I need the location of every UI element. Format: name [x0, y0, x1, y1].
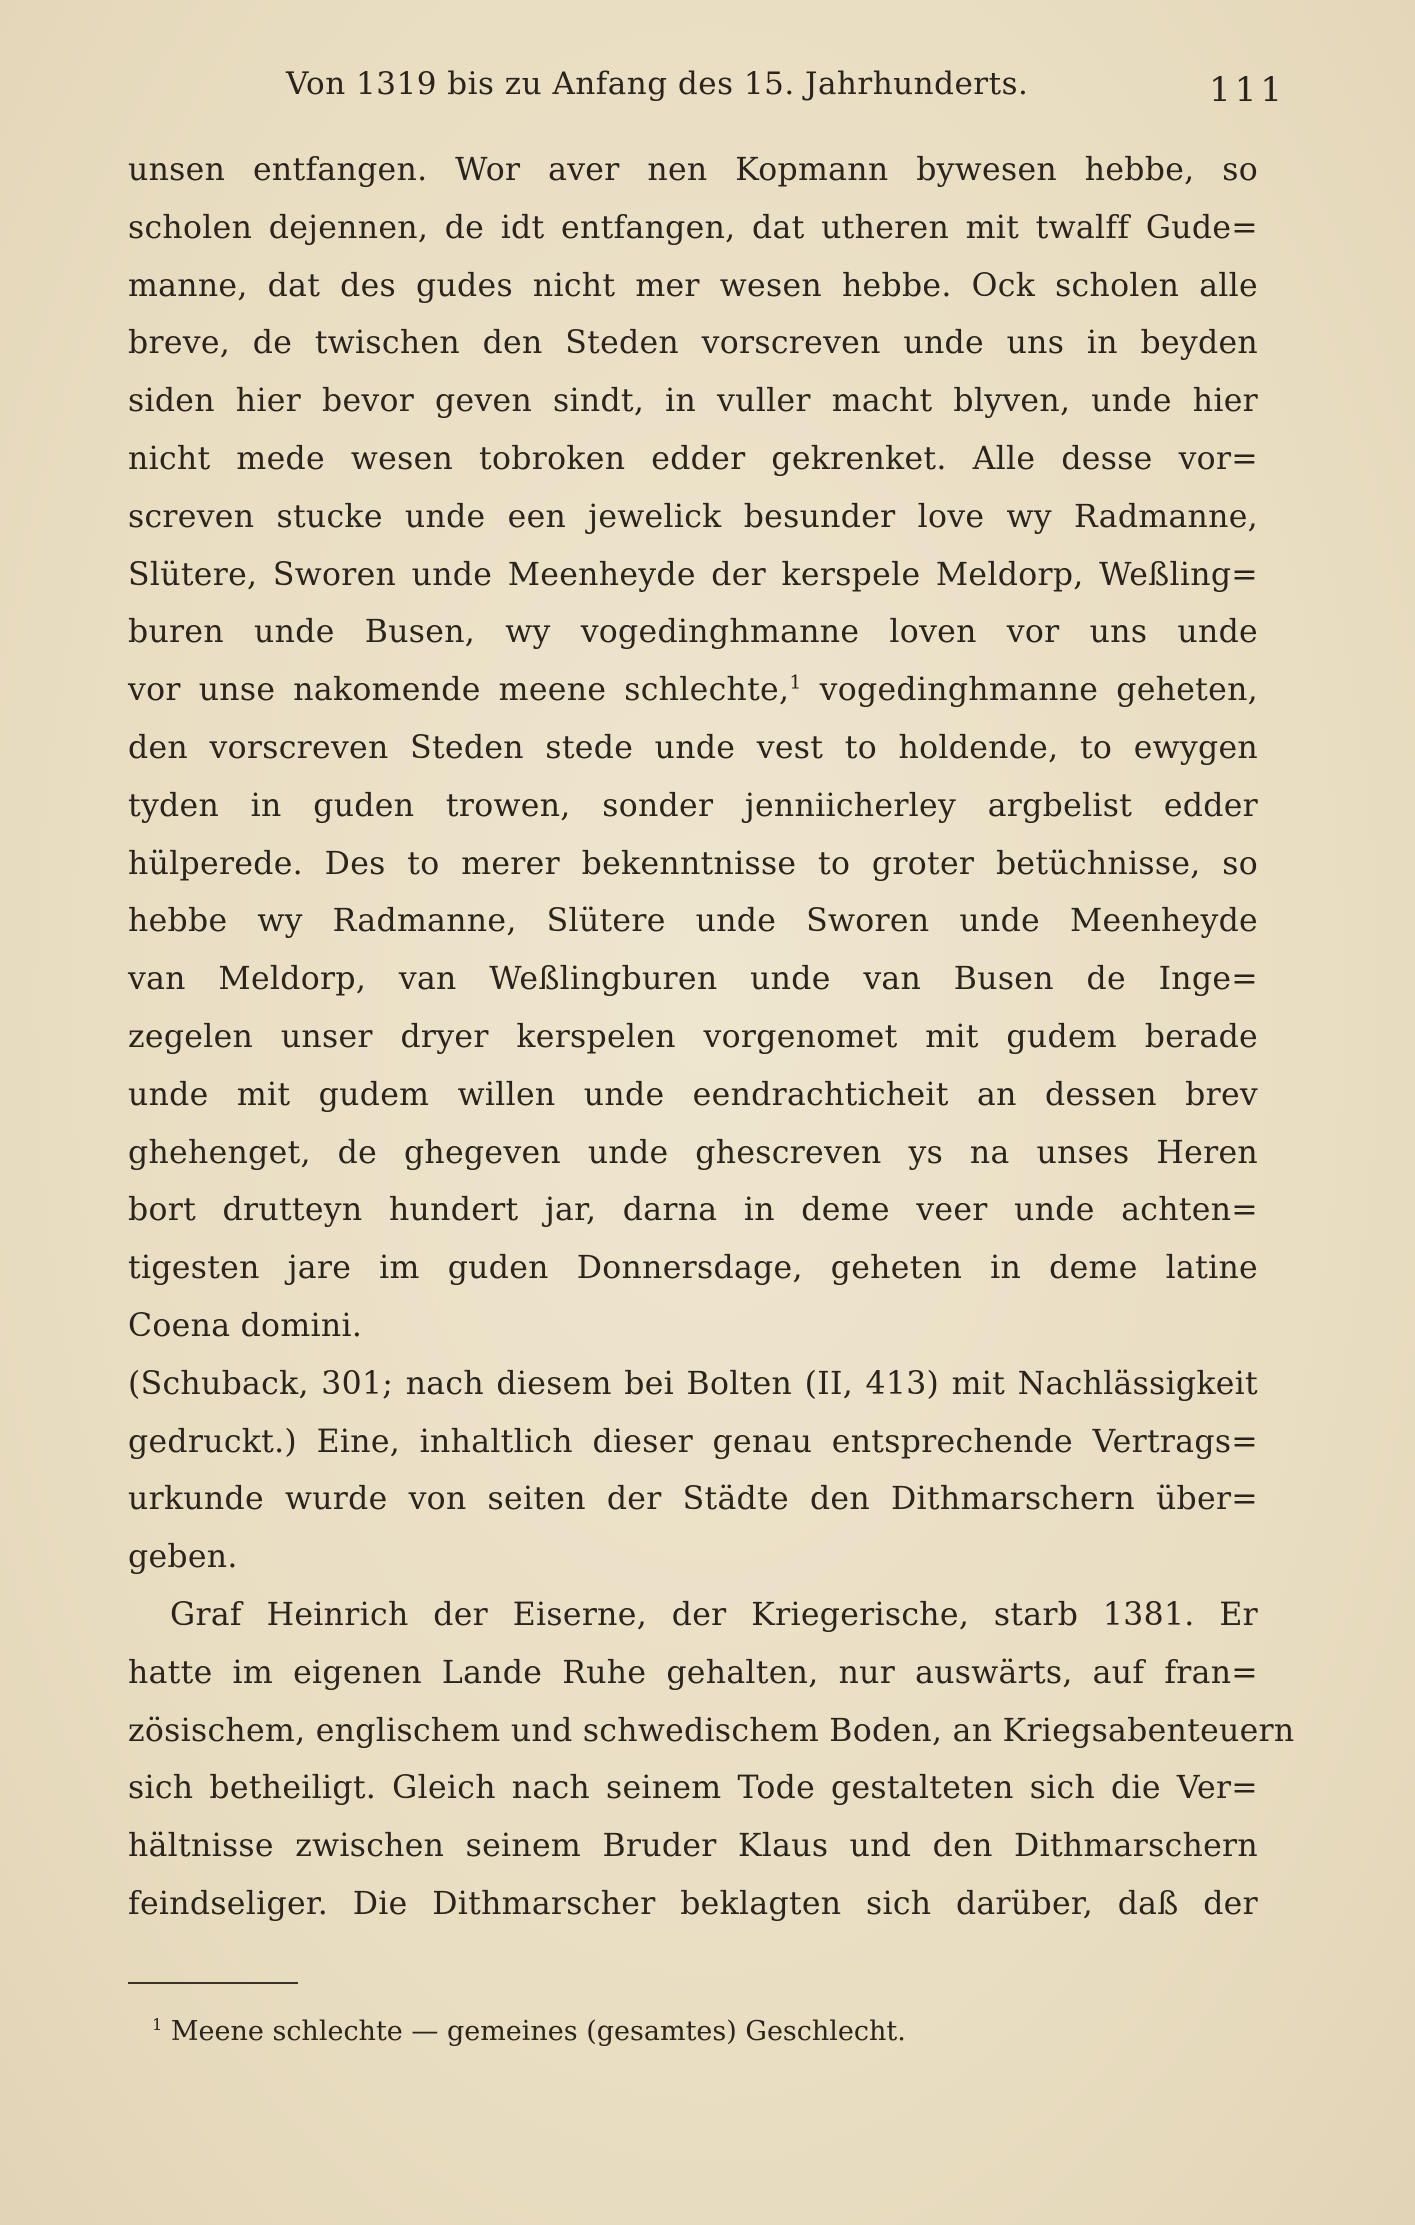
footnote-divider: [128, 1982, 298, 1984]
text-line: gedruckt.) Eine, inhaltlich dieser genau entsprechende Vertrags=: [128, 1423, 1258, 1460]
text-line: geben.: [128, 1539, 238, 1576]
text-line-with-footnote: [128, 662, 1258, 720]
page-header: [286, 66, 1286, 114]
text-line: Slütere, Sworen unde Meenheyde der kerspele Meldorp, Weßling=: [128, 556, 1258, 593]
text-line: unsen entfangen. Wor aver nen Kopmann bywesen hebbe, so: [128, 152, 1258, 188]
text-line: Coena domini.: [128, 1307, 363, 1344]
running-title: Von 1319 bis zu Anfang des 15. Jahrhunderts.: [286, 66, 1029, 102]
text-line: urkunde wurde von seiten der Städte den Dithmarschern über=: [128, 1481, 1258, 1518]
footnote-text: Meene schlechte — gemeines (gesamtes) Geschlecht.: [170, 2016, 906, 2047]
text-line: feindseliger. Die Dithmarscher beklagten sich darüber, daß der: [128, 1885, 1258, 1922]
text-line: sich betheiligt. Gleich nach seinem Tode gestalteten sich die Ver=: [128, 1770, 1258, 1807]
text-line: scholen dejennen, de idt entfangen, dat utheren mit twalff Gude=: [128, 209, 1258, 246]
footnote: [152, 2016, 906, 2047]
text-line: den vorscreven Steden stede unde vest to holdende, to ewygen: [128, 729, 1258, 766]
text-line: siden hier bevor geven sindt, in vuller macht blyven, unde hier: [128, 383, 1258, 420]
text-line: hältnisse zwischen seinem Bruder Klaus und den Dithmarschern: [128, 1828, 1258, 1865]
text-line: breve, de twischen den Steden vorscreven unde uns in beyden: [128, 325, 1258, 362]
text-line: tyden in guden trowen, sonder jenniicherley argbelist edder: [128, 787, 1258, 824]
text-line: unde mit gudem willen unde eendrachticheit an dessen brev: [128, 1076, 1258, 1113]
text-line: manne, dat des gudes nicht mer wesen hebbe. Ock scholen alle: [128, 267, 1258, 304]
text-line: (Schuback, 301; nach diesem bei Bolten (II, 413) mit Nachlässigkeit: [128, 1365, 1258, 1402]
text-line: buren unde Busen, wy vogedinghmanne loven vor uns unde: [128, 614, 1258, 651]
page-number: 111: [1209, 70, 1286, 110]
footnote-reference[interactable]: 1: [789, 671, 802, 694]
footnote-marker: 1: [152, 2015, 163, 2034]
text-segment: vor unse nakomende meene schlechte,: [128, 672, 790, 709]
text-line: tigesten jare im guden Donnersdage, geheten in deme latine: [128, 1250, 1258, 1287]
text-line: hebbe wy Radmanne, Slütere unde Sworen unde Meenheyde: [128, 903, 1258, 940]
text-line: ghehenget, de ghegeven unde ghescreven ys na unses Heren: [128, 1134, 1258, 1171]
text-line: zösischem, englischem und schwedischem Boden, an Kriegsabenteuern: [128, 1712, 1295, 1749]
text-line: nicht mede wesen tobroken edder gekrenket. Alle desse vor=: [128, 440, 1258, 477]
text-line: hatte im eigenen Lande Ruhe gehalten, nur auswärts, auf fran=: [128, 1654, 1258, 1691]
text-line: bort drutteyn hundert jar, darna in deme veer unde achten=: [128, 1192, 1258, 1229]
paragraph-first-line: Graf Heinrich der Eiserne, der Kriegerische, starb 1381. Er: [170, 1596, 1258, 1633]
main-text: [128, 142, 1295, 1934]
text-line: screven stucke unde een jewelick besunder love wy Radmanne,: [128, 498, 1258, 535]
text-line: van Meldorp, van Weßlingburen unde van Busen de Inge=: [128, 961, 1258, 998]
text-line: zegelen unser dryer kerspelen vorgenomet mit gudem berade: [128, 1018, 1258, 1055]
text-line: hülperede. Des to merer bekenntnisse to groter betüchnisse, so: [128, 845, 1258, 882]
text-segment: vogedinghmanne geheten,: [819, 672, 1258, 709]
